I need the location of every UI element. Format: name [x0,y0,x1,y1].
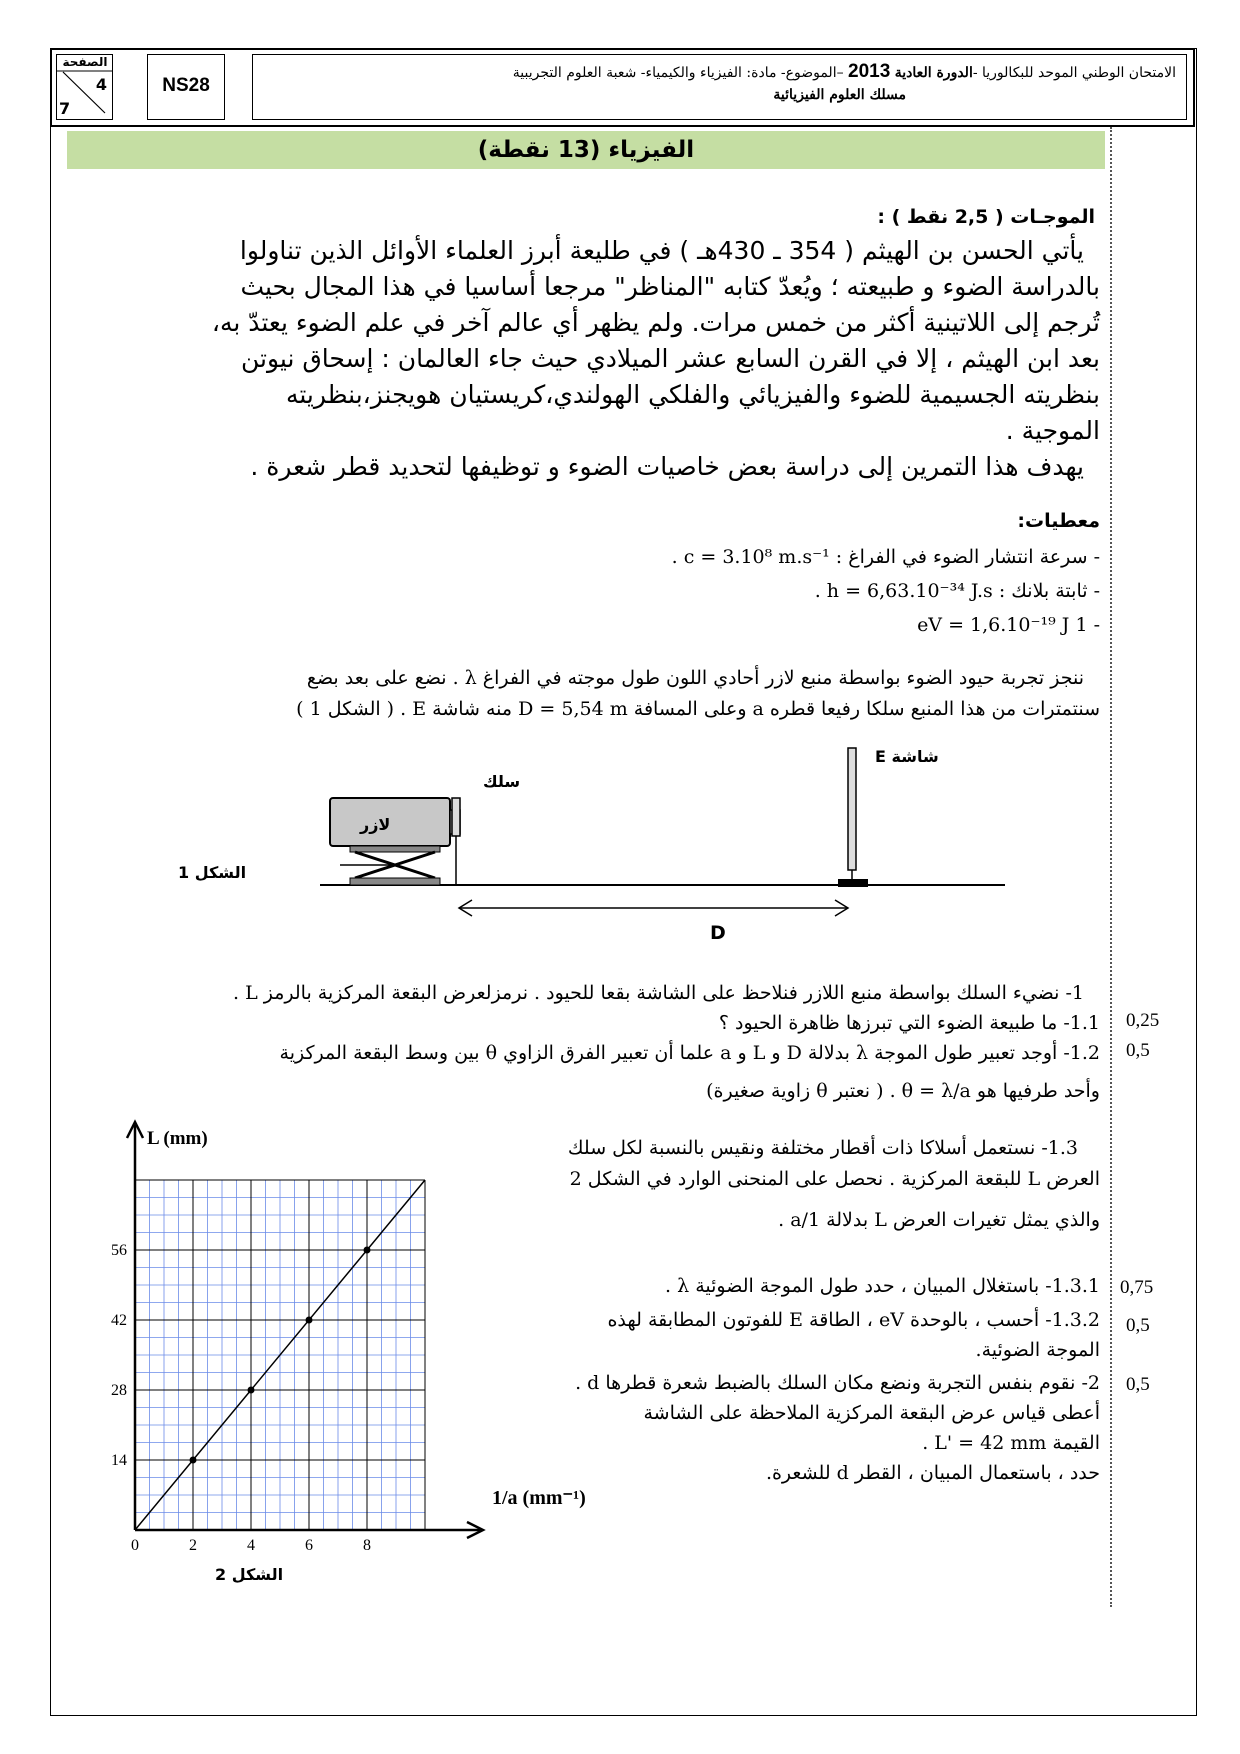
laser-source [330,798,460,885]
header-session: الدورة العادية [894,65,973,81]
question-1: 1- نضيء السلك بواسطة منبع اللازر فنلاحظ على الشاشة بقعا للحيود . نرمزلعرض البقعة المركزية بالرمز L . [232,982,1084,1004]
header-year: 2013 [848,61,891,82]
intro-line: بالدراسة الضوء و طبيعته ؛ ويُعدّ كتابه "المناظر" مرجعا أساسيا في هذا المجال بحيث [240,272,1100,301]
y-tick-label: 42 [111,1312,127,1329]
setup-line: سنتمترات من هذا المنبع سلكا رفيعا قطره a وعلى المسافة D = 5,54 m منه شاشة E . ( الشكل 1 ) [296,698,1100,720]
data-title: معطيات: [1017,510,1100,532]
laser-label: لازر [360,815,391,834]
mark-q1-3-2: 0,5 [1126,1315,1150,1336]
x-tick-label: 8 [363,1537,371,1554]
mark-q1-2: 0,5 [1126,1040,1150,1061]
question-2-line: أعطى قياس عرض البقعة المركزية الملاحظة على الشاشة [643,1402,1100,1424]
question-1-1: 1.1- ما طبيعة الضوء التي تبرزها ظاهرة الحيود ؟ [718,1012,1100,1034]
intro-line: الموجية . [1005,416,1100,445]
questions-block [60,978,1100,1106]
data-point [190,1457,197,1464]
page-number: 4 [95,75,107,94]
exam-header-title [252,54,1187,120]
wire-label: سلك [483,772,521,791]
question-1-2-cont: وأحد طرفيها هو θ = λ/a . ( نعتبر θ زاوية صغيرة) [706,1080,1100,1102]
question-1-2: 1.2- أوجد تعبير طول الموجة λ بدلالة D و L و a علما أن تعبير الفرق الزاوي θ بين وسط البقعة المركزية [279,1042,1100,1064]
y-tick-label: 28 [111,1382,127,1399]
x-tick-label: 4 [247,1537,255,1554]
header-line1-part2: –الموضوع- مادة: الفيزياء والكيمياء- شعبة العلوم التجريبية [512,65,844,81]
setup-line: ننجز تجربة حيود الضوء بواسطة منبع لازر أحادي اللون طول موجته في الفراغ λ . نضع على بعد بضع [306,667,1084,689]
page-number-box [56,54,113,120]
data-list [200,540,1100,642]
data-point [306,1317,313,1324]
question-1-3-line: 1.3- نستعمل أسلاكا ذات أقطار مختلفة ونقيس بالنسبة لكل سلك [567,1137,1078,1159]
mark-q1-3-1: 0,75 [1120,1277,1154,1298]
chart-xlabel: 1/a (mm⁻¹) [492,1487,586,1509]
question-1-3-line: العرض L للبقعة المركزية . نحصل على المنحنى الوارد في الشكل 2 [569,1168,1100,1190]
setup-paragraph [60,663,1100,725]
exercise-title: الموجـات ( 2,5 نقط ) : [877,206,1095,228]
chart-ticks [111,1242,371,1554]
page-label: الصفحة [62,55,108,69]
y-tick-label: 56 [111,1242,127,1259]
question-2-line: حدد ، باستعمال المبيان ، القطر d للشعرة. [765,1462,1100,1484]
distance-arrow [459,900,848,916]
figure-1-diagram [150,740,1010,950]
screen-label: شاشة E [875,747,939,766]
exam-header [50,48,1195,127]
question-1-3-line: والذي يمثل تغيرات العرض L بدلالة 1/a . [778,1209,1100,1231]
x-tick-label: 2 [189,1537,197,1554]
intro-line: يهدف هذا التمرين إلى دراسة بعض خاصيات الضوء و توظيفها لتحديد قطر شعرة . [250,452,1084,481]
intro-paragraph [90,233,1100,485]
question-1-3-1: 1.3.1- باستغلال المبيان ، حدد طول الموجة الضوئية λ . [665,1275,1100,1297]
x-tick-label: 6 [305,1537,313,1554]
x-tick-label: 0 [131,1537,139,1554]
intro-line: يأتي الحسن بن الهيثم ( 354 ـ 430هـ ) في طليعة أبرز العلماء الأوائل الذين تناولوا [239,236,1084,265]
chart-ylabel: L (mm) [147,1128,208,1149]
wire [452,798,460,885]
screen-e [838,748,868,887]
header-line2: مسلك العلوم الفيزيائية [773,87,906,103]
intro-line: بنظريته الجسيمية للضوء والفيزيائي والفلكي الهولندي،كريستيان هويجنز،بنظريته [285,380,1100,409]
y-tick-label: 14 [111,1452,127,1469]
figure-1-caption: الشكل 1 [178,863,247,882]
mark-q2: 0,5 [1126,1374,1150,1395]
data-point [364,1247,371,1254]
exam-code: NS28 [147,54,225,120]
intro-line: تُرجم إلى اللاتينية أكثر من خمس مرات. ولم يظهر أي عالم آخر في علم الضوء يعتدّ به، [211,308,1100,337]
question-2-line: 2- نقوم بنفس التجربة ونضع مكان السلك بالضبط شعرة قطرها d . [575,1372,1100,1394]
data-item: - سرعة انتشار الضوء في الفراغ : c = 3.10⁸ m.s⁻¹ . [671,546,1100,568]
mark-q1-1: 0,25 [1126,1010,1160,1031]
question-1-3-2-line: الموجة الضوئية. [975,1339,1100,1361]
margin-separator [1110,127,1112,1607]
section-title: الفيزياء (13 نقطة) [67,131,1105,169]
distance-label: D [710,922,726,944]
header-line1-part1: الامتحان الوطني الموحد للبكالوريا - [972,65,1176,81]
question-2-line: القيمة L' = 42 mm . [922,1432,1100,1454]
data-point [248,1387,255,1394]
intro-line: بعد ابن الهيثم ، إلا في القرن السابع عشر الميلادي حيث جاء العالمان : إسحاق نيوتن [241,344,1100,373]
figure-2-caption: الشكل 2 [215,1565,284,1584]
data-item: - ثابتة بلانك : h = 6,63.10⁻³⁴ J.s . [814,580,1100,602]
data-item: - 1 eV = 1,6.10⁻¹⁹ J [917,614,1100,636]
page-total: 7 [59,99,71,118]
question-1-3-2-line: 1.3.2- أحسب ، بالوحدة eV ، الطاقة E للفوتون المطابقة لهذه [607,1309,1100,1331]
